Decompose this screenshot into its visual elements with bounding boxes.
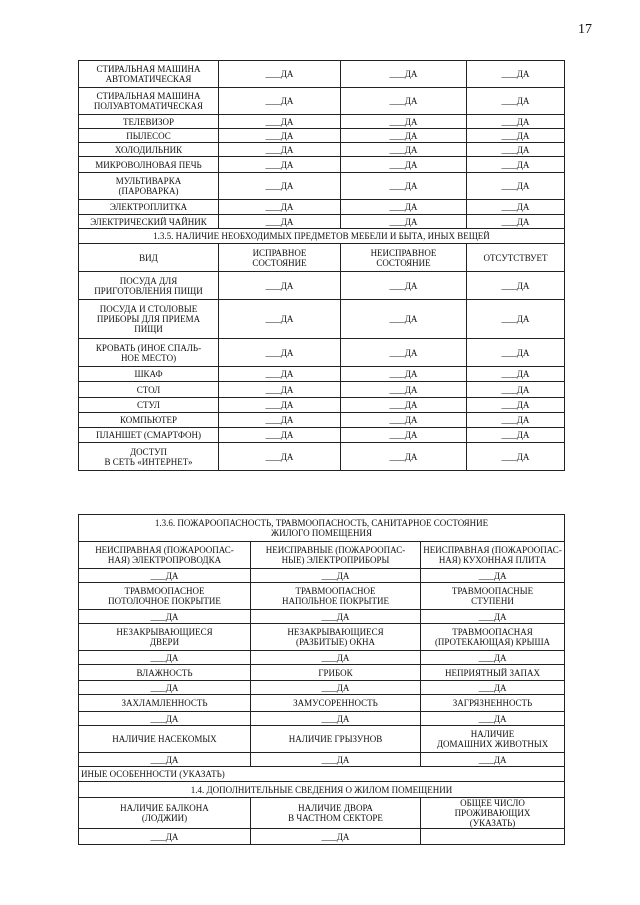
appliance-yes-1[interactable] [219,61,341,88]
appliance-yes-1[interactable] [219,215,341,229]
hazard-label: НЕЗАКРЫВАЮЩИЕСЯ (РАЗБИТЫЕ) ОКНА [251,624,421,651]
other-features-label: ИНЫЕ ОСОБЕННОСТИ (УКАЗАТЬ) [79,767,565,782]
yes-label: ____ ДА [266,385,294,395]
appliance-yes-3[interactable] [467,61,565,88]
yes-label: ____ ДА [266,160,294,170]
yes-label: ____ ДА [322,571,350,581]
table-row [79,173,565,200]
hazard-yes-row [79,569,565,583]
yes-label: ____ ДА [502,281,530,291]
yes-label: ____ ДА [322,612,350,622]
yes-label: ____ ДА [266,452,294,462]
hazard-yes[interactable] [79,651,251,665]
hazard-label: НЕПРИЯТНЫЙ ЗАПАХ [421,665,565,681]
appliance-yes-1[interactable] [219,129,341,143]
item-yes-3[interactable] [467,367,565,382]
item-yes-2[interactable] [341,300,467,339]
appliance-yes-1[interactable] [219,143,341,157]
column-header: НАЛИЧИЕ ДВОРА В ЧАСТНОМ СЕКТОРЕ [251,798,421,829]
appliance-yes-3[interactable] [467,157,565,173]
column-header: НЕИСПРАВНОЕ СОСТОЯНИЕ [341,244,467,272]
appliance-name: СТИРАЛЬНАЯ МАШИНА ПОЛУАВТОМАТИЧЕСКАЯ [79,88,219,115]
appliance-yes-3[interactable] [467,129,565,143]
item-yes-3[interactable] [467,398,565,413]
hazard-label: ТРАВМООПАСНЫЕ СТУПЕНИ [421,583,565,610]
yes-label: ____ ДА [151,755,179,765]
yes-label: ____ ДА [151,653,179,663]
yes-label: ____ ДА [151,612,179,622]
yes-label: ____ ДА [266,348,294,358]
item-name: ПЛАНШЕТ (СМАРТФОН) [79,428,219,443]
yes-label: ____ ДА [266,217,294,227]
appliance-name: ЭЛЕКТРИЧЕСКИЙ ЧАЙНИК [79,215,219,229]
appliance-yes-1[interactable] [219,115,341,129]
item-name: ДОСТУП В СЕТЬ «ИНТЕРНЕТ» [79,443,219,471]
yes-label: ____ ДА [390,415,418,425]
table-row [79,339,565,367]
item-yes-3[interactable] [467,413,565,428]
hazard-label-row [79,726,565,753]
yes-label: ____ ДА [266,96,294,106]
yes-label: ____ ДА [502,96,530,106]
appliance-name: ХОЛОДИЛЬНИК [79,143,219,157]
yes-label: ____ ДА [502,452,530,462]
hazard-label: ГРИБОК [251,665,421,681]
hazard-yes[interactable] [251,569,421,583]
yes-label: ____ ДА [502,160,530,170]
item-yes-2[interactable] [341,443,467,471]
yes-label: ____ ДА [151,571,179,581]
hazard-label: НЕЗАКРЫВАЮЩИЕСЯ ДВЕРИ [79,624,251,651]
yes-label: ____ ДА [479,714,507,724]
yes-label: ____ ДА [266,145,294,155]
table-row [79,398,565,413]
table-row [79,443,565,471]
item-yes-1[interactable] [219,382,341,398]
yes-label: ____ ДА [266,430,294,440]
appliance-yes-2[interactable] [341,200,467,215]
section-title: 1.3.5. НАЛИЧИЕ НЕОБХОДИМЫХ ПРЕДМЕТОВ МЕБЕЛИ И БЫТА, ИНЫХ ВЕЩЕЙ [79,229,565,244]
yes-label: ____ ДА [322,683,350,693]
appliance-name: МИКРОВОЛНОВАЯ ПЕЧЬ [79,157,219,173]
table-row [79,61,565,88]
hazard-yes[interactable] [421,712,565,726]
item-name: ПОСУДА И СТОЛОВЫЕ ПРИБОРЫ ДЛЯ ПРИЕМА ПИЩИ [79,300,219,339]
hazard-yes[interactable] [421,569,565,583]
appliance-yes-1[interactable] [219,173,341,200]
appliance-yes-3[interactable] [467,200,565,215]
appliance-yes-2[interactable] [341,157,467,173]
additional-yes-row [79,829,565,845]
appliance-yes-2[interactable] [341,61,467,88]
table-row [79,367,565,382]
table-row [79,115,565,129]
hazard-yes[interactable] [421,681,565,695]
item-yes-2[interactable] [341,339,467,367]
item-yes-1[interactable] [219,339,341,367]
yes-label: ____ ДА [266,69,294,79]
item-name: СТОЛ [79,382,219,398]
table-row [79,413,565,428]
item-name: КОМПЬЮТЕР [79,413,219,428]
yes-label: ____ ДА [502,415,530,425]
table-row [79,129,565,143]
yes-label: ____ ДА [479,683,507,693]
yes-label: ____ ДА [390,314,418,324]
column-header: ОБЩЕЕ ЧИСЛО ПРОЖИВАЮЩИХ (УКАЗАТЬ) [421,798,565,829]
appliance-yes-3[interactable] [467,143,565,157]
item-yes-1[interactable] [219,367,341,382]
yes-label: ____ ДА [502,385,530,395]
column-header: ОТСУТСТВУЕТ [467,244,565,272]
column-header: НАЛИЧИЕ БАЛКОНА (ЛОДЖИИ) [79,798,251,829]
item-name: ШКАФ [79,367,219,382]
item-yes-1[interactable] [219,272,341,300]
section-title: 1.4. ДОПОЛНИТЕЛЬНЫЕ СВЕДЕНИЯ О ЖИЛОМ ПОМЕЩЕНИИ [79,782,565,798]
yes-label: ____ ДА [390,145,418,155]
hazard-yes-row [79,610,565,624]
hazard-label-row [79,695,565,712]
item-yes-2[interactable] [341,367,467,382]
hazard-label: ТРАВМООПАСНОЕ НАПОЛЬНОЕ ПОКРЫТИЕ [251,583,421,610]
hazard-yes[interactable] [421,610,565,624]
appliance-yes-2[interactable] [341,215,467,229]
yes-label: ____ ДА [390,181,418,191]
appliance-yes-3[interactable] [467,88,565,115]
item-yes-3[interactable] [467,300,565,339]
hazard-label: ТРАВМООПАСНОЕ ПОТОЛОЧНОЕ ПОКРЫТИЕ [79,583,251,610]
hazard-yes[interactable] [79,712,251,726]
yes-label: ____ ДА [266,131,294,141]
yes-label: ____ ДА [390,430,418,440]
yes-label: ____ ДА [479,571,507,581]
hazard-label: НАЛИЧИЕ ГРЫЗУНОВ [251,726,421,753]
hazard-yes-row [79,712,565,726]
hazard-yes[interactable] [251,610,421,624]
item-yes-1[interactable] [219,413,341,428]
appliance-yes-2[interactable] [341,129,467,143]
item-yes-3[interactable] [467,443,565,471]
table-row [79,88,565,115]
yes-label: ____ ДА [322,653,350,663]
appliance-yes-2[interactable] [341,115,467,129]
table-row [79,300,565,339]
item-yes-2[interactable] [341,272,467,300]
hazard-label-row [79,542,565,569]
section-title-row [79,515,565,542]
item-yes-1[interactable] [219,300,341,339]
hazard-yes[interactable] [251,712,421,726]
hazard-yes[interactable] [421,753,565,767]
yes-label: ____ ДА [479,612,507,622]
yes-label: ____ ДА [266,369,294,379]
yes-label: ____ ДА [502,369,530,379]
appliance-yes-1[interactable] [219,157,341,173]
yes-label: ____ ДА [390,160,418,170]
appliance-name: ПЫЛЕСОС [79,129,219,143]
yes-label: ____ ДА [151,832,179,842]
yes-label: ____ ДА [266,415,294,425]
yes-label: ____ ДА [479,755,507,765]
table-header-row [79,244,565,272]
yes-label: ____ ДА [322,832,350,842]
yes-label: ____ ДА [266,400,294,410]
hazard-yes[interactable] [79,681,251,695]
appliance-yes-1[interactable] [219,200,341,215]
table-row [79,157,565,173]
yes-label: ____ ДА [479,653,507,663]
yes-label: ____ ДА [390,96,418,106]
table-row [79,200,565,215]
yes-label: ____ ДА [390,400,418,410]
yes-label: ____ ДА [390,202,418,212]
hazard-label-row [79,665,565,681]
hazard-label-row [79,624,565,651]
yes-label: ____ ДА [502,430,530,440]
yes-label: ____ ДА [266,202,294,212]
appliance-name: МУЛЬТИВАРКА (ПАРОВАРКА) [79,173,219,200]
yes-label: ____ ДА [502,145,530,155]
item-yes-3[interactable] [467,272,565,300]
hazard-yes[interactable] [251,681,421,695]
table-row [79,272,565,300]
appliance-yes-2[interactable] [341,88,467,115]
table-row [79,215,565,229]
yes-label: ____ ДА [390,452,418,462]
appliance-yes-3[interactable] [467,173,565,200]
yes-label: ____ ДА [502,348,530,358]
hazard-yes[interactable] [251,651,421,665]
yes-label: ____ ДА [502,400,530,410]
yes-label: ____ ДА [151,714,179,724]
hazard-yes[interactable] [251,753,421,767]
item-yes-2[interactable] [341,382,467,398]
yes-label: ____ ДА [390,117,418,127]
yard-yes[interactable] [251,829,421,845]
item-name: СТУЛ [79,398,219,413]
table-header-row [79,798,565,829]
hazard-yes-row [79,681,565,695]
item-yes-3[interactable] [467,339,565,367]
yes-label: ____ ДА [390,348,418,358]
yes-label: ____ ДА [322,755,350,765]
yes-label: ____ ДА [390,69,418,79]
yes-label: ____ ДА [502,131,530,141]
table-row [79,428,565,443]
item-name: ПОСУДА ДЛЯ ПРИГОТОВЛЕНИЯ ПИЩИ [79,272,219,300]
yes-label: ____ ДА [502,69,530,79]
appliance-name: СТИРАЛЬНАЯ МАШИНА АВТОМАТИЧЕСКАЯ [79,61,219,88]
yes-label: ____ ДА [502,117,530,127]
hazard-yes-row [79,753,565,767]
column-header: ВИД [79,244,219,272]
appliance-yes-1[interactable] [219,88,341,115]
item-yes-2[interactable] [341,398,467,413]
table-row [79,382,565,398]
hazard-label: НЕИСПРАВНАЯ (ПОЖАРООПАС- НАЯ) КУХОННАЯ ПЛИТА [421,542,565,569]
item-yes-1[interactable] [219,398,341,413]
hazard-yes[interactable] [79,569,251,583]
item-yes-2[interactable] [341,413,467,428]
yes-label: ____ ДА [390,281,418,291]
hazard-label: ЗАГРЯЗНЕННОСТЬ [421,695,565,712]
yes-label: ____ ДА [390,131,418,141]
appliance-yes-2[interactable] [341,143,467,157]
balcony-yes[interactable] [79,829,251,845]
hazard-label: НАЛИЧИЕ НАСЕКОМЫХ [79,726,251,753]
hazard-label: ВЛАЖНОСТЬ [79,665,251,681]
section-title-row [79,229,565,244]
section-title-row [79,782,565,798]
hazard-label: НАЛИЧИЕ ДОМАШНИХ ЖИВОТНЫХ [421,726,565,753]
hazard-label: НЕИСПРАВНЫЕ (ПОЖАРООПАС- НЫЕ) ЭЛЕКТРОПРИБОРЫ [251,542,421,569]
yes-label: ____ ДА [266,117,294,127]
hazard-yes-row [79,651,565,665]
table-row [79,143,565,157]
yes-label: ____ ДА [266,314,294,324]
item-name: КРОВАТЬ (ИНОЕ СПАЛЬ- НОЕ МЕСТО) [79,339,219,367]
yes-label: ____ ДА [390,385,418,395]
yes-label: ____ ДА [502,217,530,227]
yes-label: ____ ДА [322,714,350,724]
item-yes-3[interactable] [467,428,565,443]
yes-label: ____ ДА [390,217,418,227]
item-yes-3[interactable] [467,382,565,398]
item-yes-1[interactable] [219,428,341,443]
column-header: ИСПРАВНОЕ СОСТОЯНИЕ [219,244,341,272]
hazards-table [78,514,565,845]
yes-label: ____ ДА [266,181,294,191]
appliance-name: ТЕЛЕВИЗОР [79,115,219,129]
appliance-yes-3[interactable] [467,215,565,229]
hazard-label: ЗАМУСОРЕННОСТЬ [251,695,421,712]
page-number: 17 [578,22,592,37]
residents-count-field[interactable] [421,829,565,845]
hazard-label: НЕИСПРАВНАЯ (ПОЖАРООПАС- НАЯ) ЭЛЕКТРОПРОВОДКА [79,542,251,569]
item-yes-2[interactable] [341,428,467,443]
item-yes-1[interactable] [219,443,341,471]
appliance-yes-3[interactable] [467,115,565,129]
hazard-label: ТРАВМООПАСНАЯ (ПРОТЕКАЮЩАЯ) КРЫША [421,624,565,651]
appliances-furniture-table [78,60,565,471]
yes-label: ____ ДА [390,369,418,379]
hazard-yes[interactable] [79,610,251,624]
yes-label: ____ ДА [502,314,530,324]
hazard-label: ЗАХЛАМЛЕННОСТЬ [79,695,251,712]
yes-label: ____ ДА [502,202,530,212]
yes-label: ____ ДА [266,281,294,291]
yes-label: ____ ДА [502,181,530,191]
section-title: 1.3.6. ПОЖАРООПАСНОСТЬ, ТРАВМООПАСНОСТЬ, САНИТАРНОЕ СОСТОЯНИЕ ЖИЛОГО ПОМЕЩЕНИЯ [79,515,565,542]
hazard-yes[interactable] [421,651,565,665]
hazard-yes[interactable] [79,753,251,767]
yes-label: ____ ДА [151,683,179,693]
appliance-name: ЭЛЕКТРОПЛИТКА [79,200,219,215]
hazard-label-row [79,583,565,610]
other-row [79,767,565,782]
appliance-yes-2[interactable] [341,173,467,200]
